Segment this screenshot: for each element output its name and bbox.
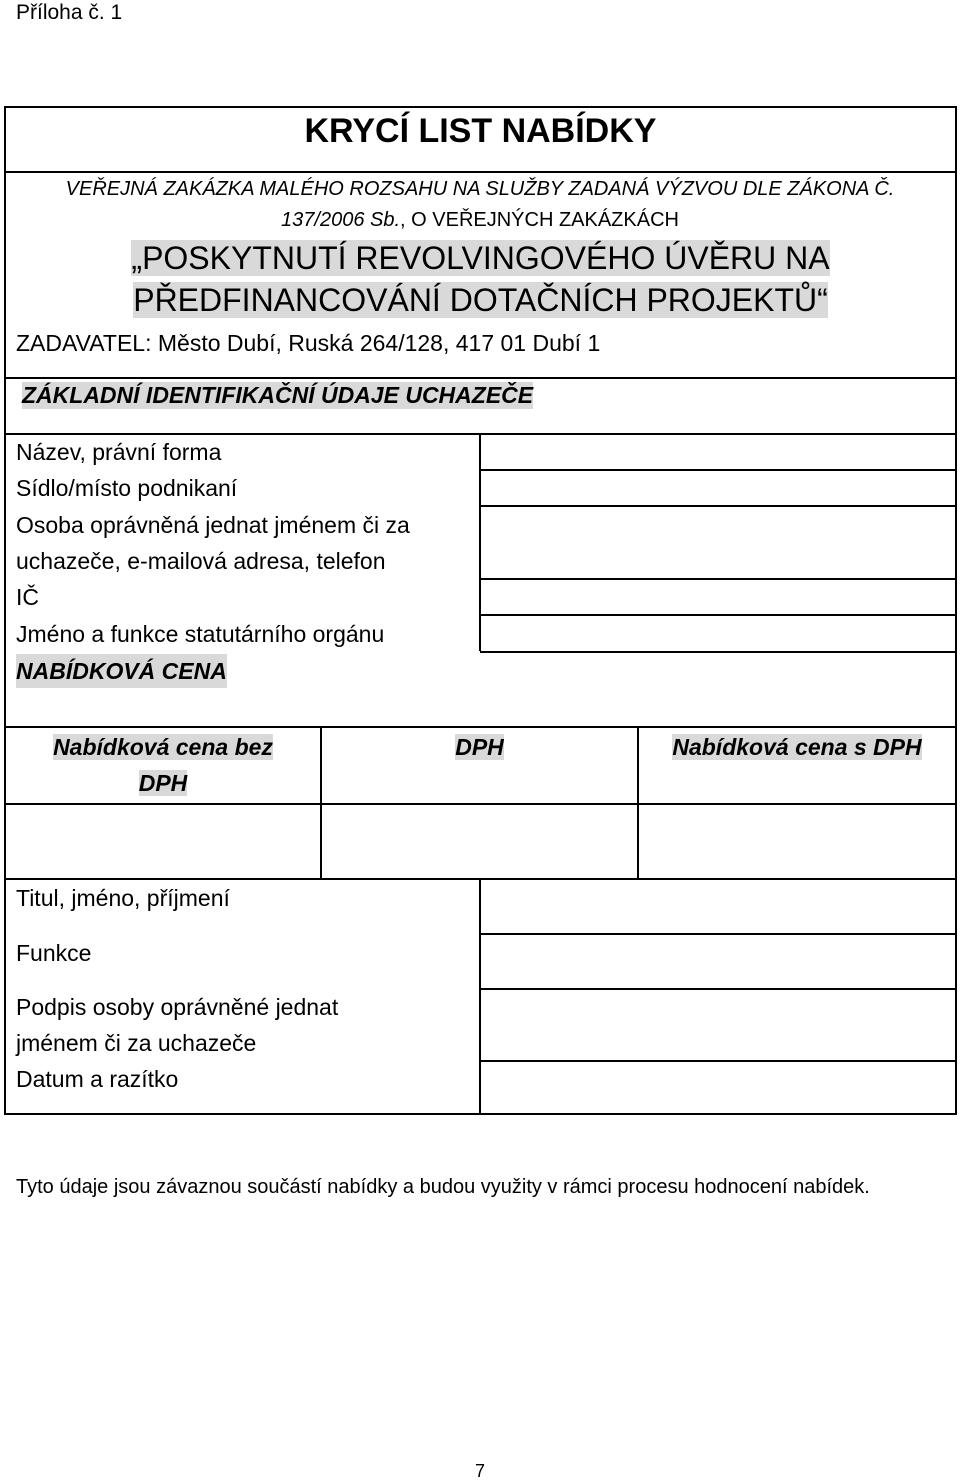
subtitle-line1: VEŘEJNÁ ZAKÁZKA MALÉHO ROZSAHU NA SLUŽBY ZADANÁ VÝZVOU DLE ZÁKONA Č. <box>65 178 895 200</box>
field-label-ic: IČ <box>16 584 39 610</box>
project-name <box>4 237 957 321</box>
field-label-name: Název, právní forma <box>16 439 222 465</box>
subtitle-law-name: , O VEŘEJNÝCH ZAKÁZKÁCH <box>400 209 679 231</box>
page-number: 7 <box>474 1461 485 1481</box>
field-input-seat[interactable] <box>482 472 955 505</box>
project-line1: „POSKYTNUTÍ REVOLVINGOVÉHO ÚVĚRU NA <box>131 240 830 276</box>
price-header-vat-label: DPH <box>455 734 504 760</box>
divider <box>480 469 957 471</box>
divider <box>4 726 957 728</box>
field-input-statutory[interactable] <box>482 617 955 651</box>
section-price-title: NABÍDKOVÁ CENA <box>16 654 227 688</box>
price-header-with-vat-label: Nabídková cena s DPH <box>672 734 922 760</box>
subtitle-law: 137/2006 Sb. <box>281 209 401 231</box>
field-label-signature-1: Podpis osoby oprávněné jednat <box>16 994 339 1020</box>
field-input-name[interactable] <box>482 436 955 469</box>
divider <box>480 933 957 935</box>
field-label-function: Funkce <box>16 940 92 966</box>
divider <box>480 578 957 580</box>
field-input-ic[interactable] <box>482 581 955 614</box>
field-input-function[interactable] <box>482 936 955 988</box>
field-label-full-name: Titul, jméno, příjmení <box>16 885 230 911</box>
divider <box>479 878 481 1114</box>
section-identification-title: ZÁKLADNÍ IDENTIFIKAČNÍ ÚDAJE UCHAZEČE <box>22 382 534 408</box>
project-line2: PŘEDFINANCOVÁNÍ DOTAČNÍCH PROJEKTŮ“ <box>133 282 828 318</box>
price-input-vat[interactable] <box>322 805 637 878</box>
tender-subtitle <box>30 174 930 236</box>
field-label-signature-2: jménem či za uchazeče <box>16 1030 257 1056</box>
field-input-signature[interactable] <box>482 991 955 1060</box>
field-label-authorized-person-2: uchazeče, e-mailová adresa, telefon <box>16 548 386 574</box>
document-title: KRYCÍ LIST NABÍDKY <box>304 112 657 150</box>
price-header-vat <box>322 729 637 765</box>
field-input-date-stamp[interactable] <box>482 1063 955 1113</box>
field-label-seat: Sídlo/místo podnikaní <box>16 475 238 501</box>
field-label-statutory: Jméno a funkce statutárního orgánu <box>16 621 385 647</box>
divider <box>4 171 957 173</box>
field-input-authorized-person[interactable] <box>482 508 955 578</box>
divider <box>480 988 957 990</box>
field-label-authorized-person-1: Osoba oprávněná jednat jménem či za <box>16 512 410 538</box>
field-input-full-name[interactable] <box>482 881 955 933</box>
field-label-date-stamp: Datum a razítko <box>16 1066 179 1092</box>
price-header-with-vat <box>639 729 955 765</box>
divider <box>480 505 957 507</box>
divider <box>480 614 957 616</box>
divider <box>479 433 481 651</box>
price-header-without-vat-line2: DPH <box>138 770 188 796</box>
footer-note: Tyto údaje jsou závaznou součástí nabídky a budou využity v rámci procesu hodnocení nabídek. <box>16 1176 870 1198</box>
annex-label: Příloha č. 1 <box>16 1 123 24</box>
divider <box>4 377 957 379</box>
price-header-without-vat <box>6 729 320 801</box>
divider <box>480 651 957 653</box>
price-header-without-vat-line1: Nabídková cena bez <box>53 734 273 760</box>
price-input-without-vat[interactable] <box>6 805 320 878</box>
divider <box>480 1060 957 1062</box>
contracting-authority: ZADAVATEL: Město Dubí, Ruská 264/128, 417 01 Dubí 1 <box>16 330 601 356</box>
price-input-with-vat[interactable] <box>639 805 955 878</box>
